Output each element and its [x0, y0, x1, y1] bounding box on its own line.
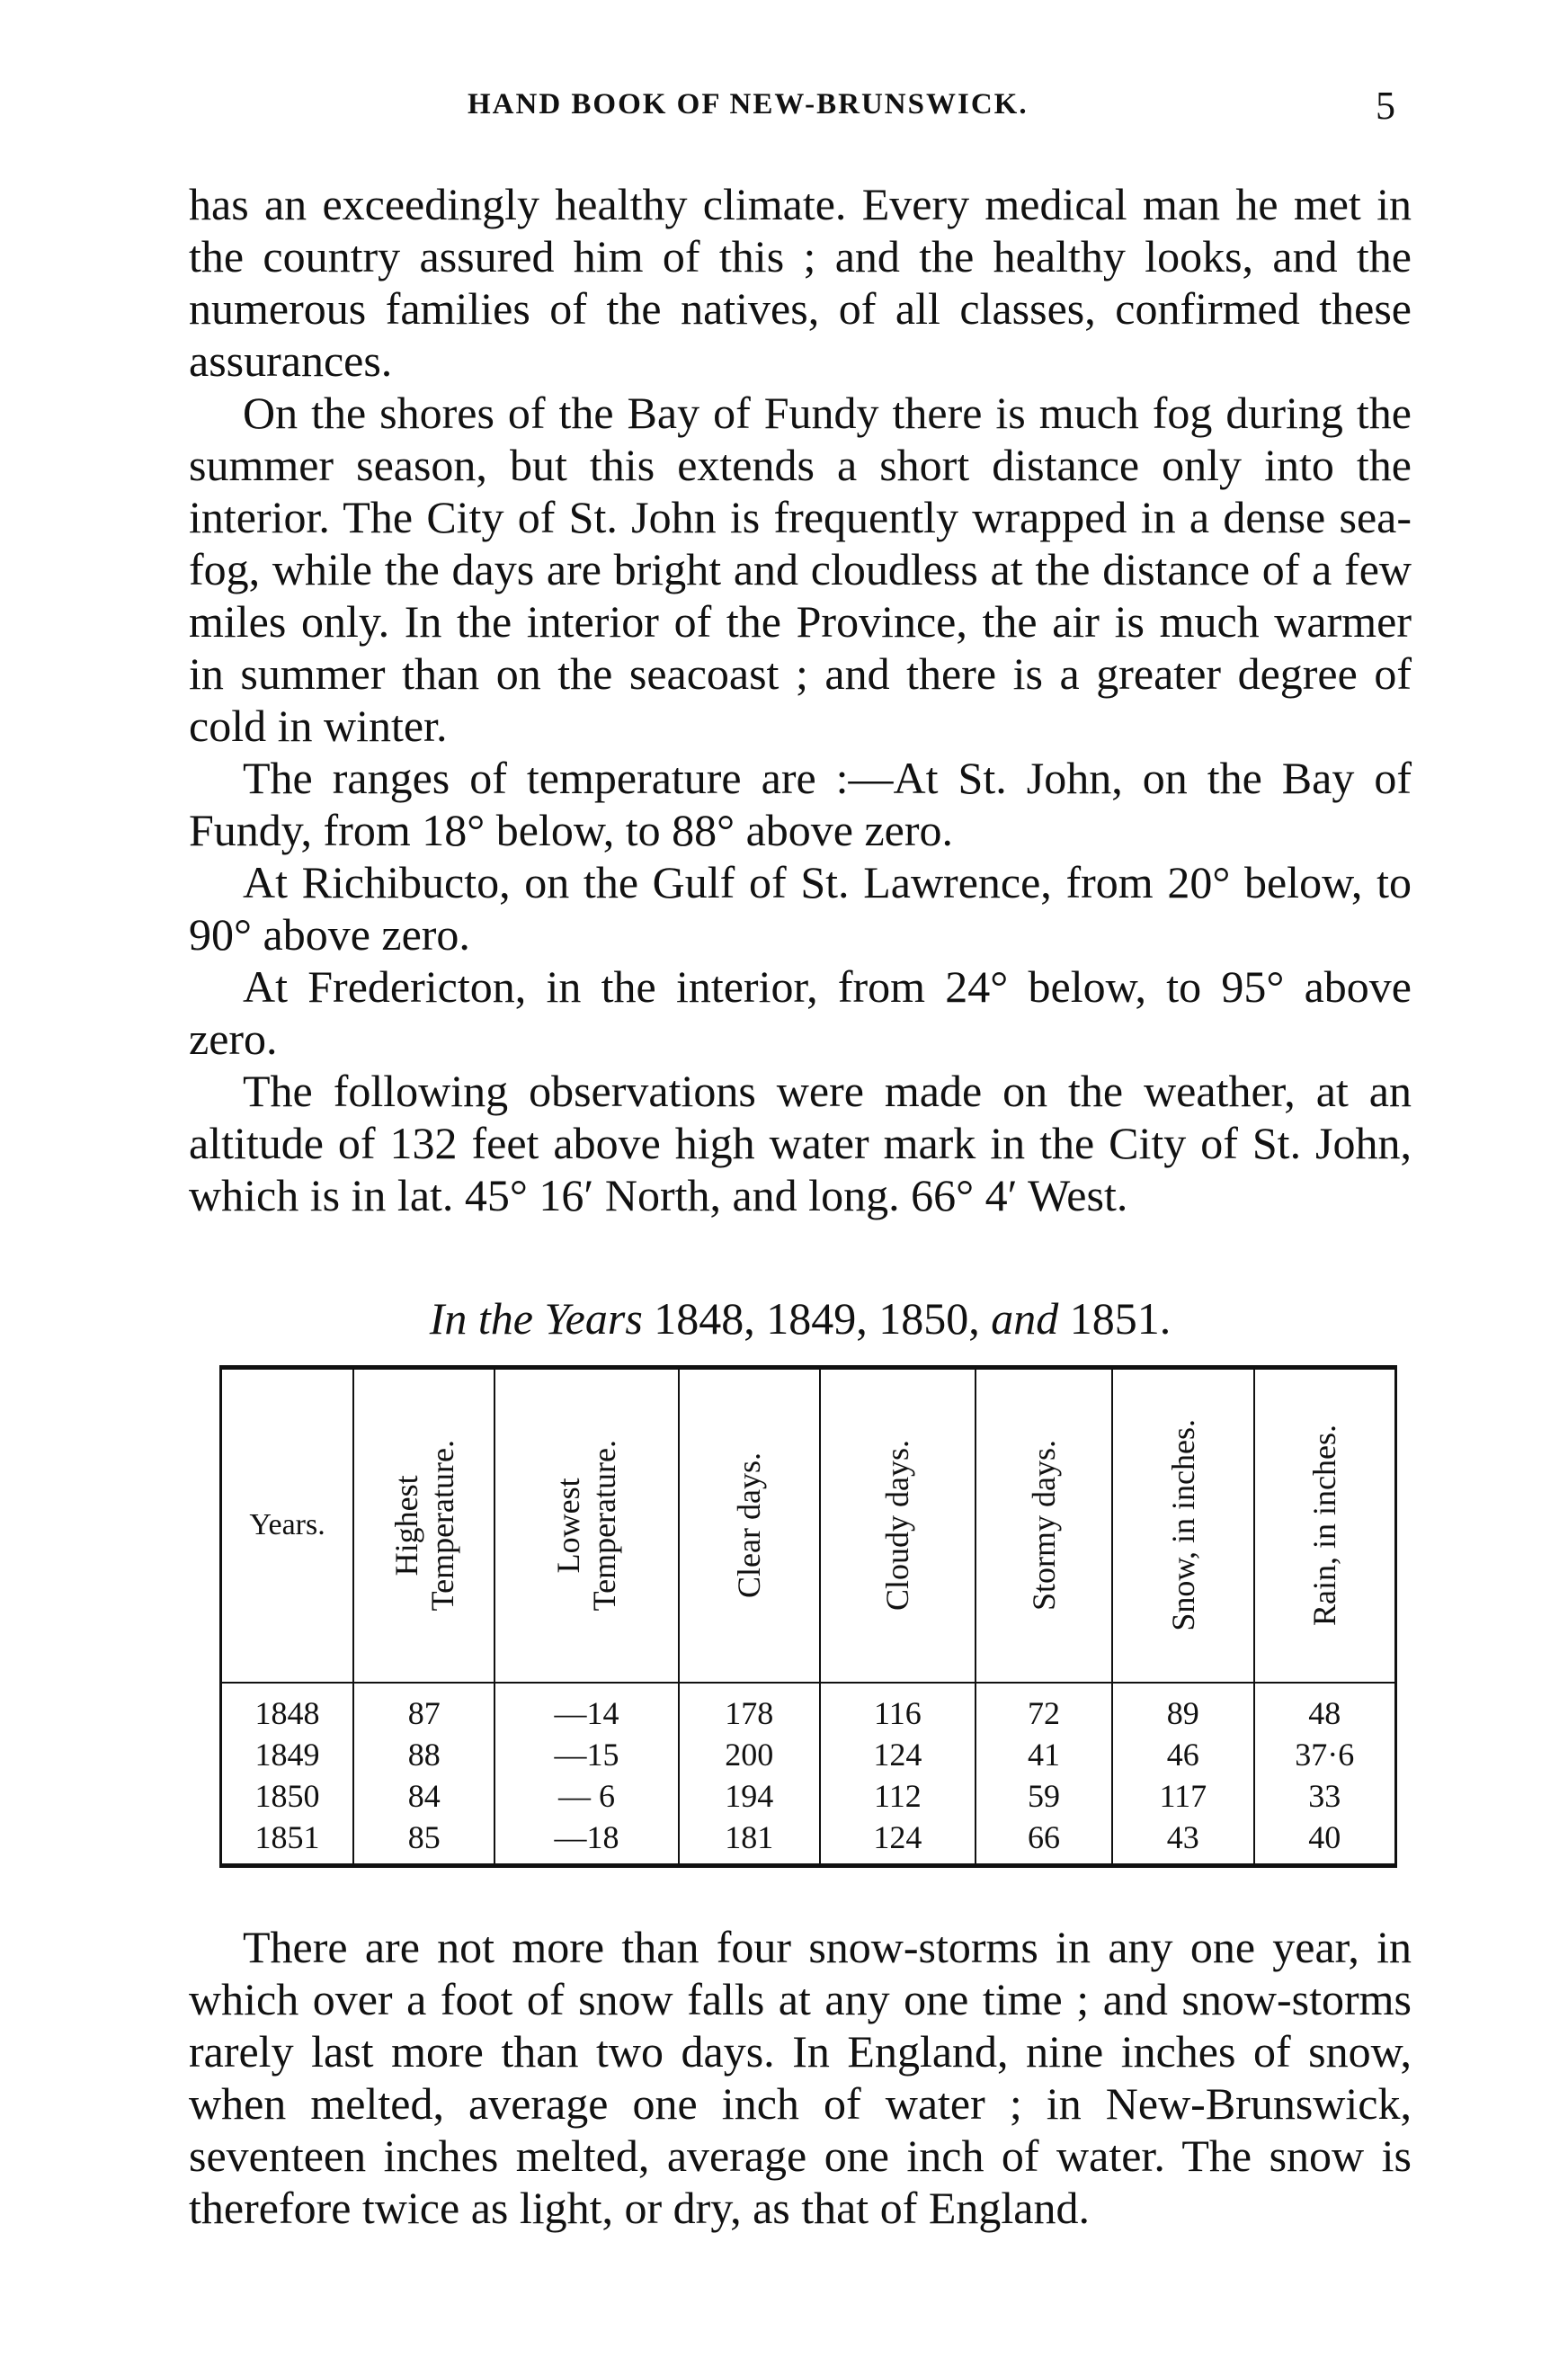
table-header-row [221, 1368, 1396, 1683]
cell-stormy: 41 [976, 1734, 1112, 1775]
header-snow-inches: Snow, in inches. [1112, 1368, 1253, 1683]
table-row [221, 1683, 1396, 1734]
paragraph-richibucto: At Richibucto, on the Gulf of St. Lawrence, from 20° below, to 90° above zero. [189, 857, 1412, 960]
cell-snow: 43 [1112, 1817, 1253, 1866]
cell-lowest: — 6 [494, 1775, 678, 1817]
cell-clear: 194 [679, 1775, 820, 1817]
cell-snow: 46 [1112, 1734, 1253, 1775]
cell-highest: 87 [353, 1683, 494, 1734]
cell-cloudy: 124 [820, 1734, 976, 1775]
cell-stormy: 72 [976, 1683, 1112, 1734]
header-cloudy-days: Cloudy days. [820, 1368, 976, 1683]
header-highest-temperature: Highest Temperature. [353, 1368, 494, 1683]
weather-table [219, 1365, 1397, 1868]
header-rain-inches: Rain, in inches. [1254, 1368, 1396, 1683]
body-text-upper [189, 178, 1412, 1221]
cell-rain: 48 [1254, 1683, 1396, 1734]
table-row [221, 1817, 1396, 1866]
cell-year: 1850 [221, 1775, 354, 1817]
caption-and: and [991, 1293, 1059, 1344]
header-years: Years. [221, 1368, 354, 1683]
caption-lead: In the Years [429, 1293, 643, 1344]
table-row [221, 1734, 1396, 1775]
cell-lowest: —18 [494, 1817, 678, 1866]
page-number: 5 [1376, 84, 1395, 128]
cell-rain: 33 [1254, 1775, 1396, 1817]
cell-year: 1851 [221, 1817, 354, 1866]
cell-lowest: —15 [494, 1734, 678, 1775]
cell-stormy: 66 [976, 1817, 1112, 1866]
cell-cloudy: 116 [820, 1683, 976, 1734]
paragraph-fredericton: At Fredericton, in the interior, from 24° below, to 95° above zero. [189, 961, 1412, 1064]
header-lowest-temperature: Lowest Temperature. [494, 1368, 678, 1683]
cell-rain: 37·6 [1254, 1734, 1396, 1775]
cell-stormy: 59 [976, 1775, 1112, 1817]
body-text-lower [189, 1921, 1412, 2234]
cell-snow: 89 [1112, 1683, 1253, 1734]
paragraph-snow-storms: There are not more than four snow-storms in any one year, in which over a foot of snow falls at any one time ; and snow-storms rarely last more than two days. In England, nine inches of snow, when melted, average one inch of water ; in New-Brunswick, seventeen inches melted, average one inch of water. The snow is therefore twice as light, or dry, as that of England. [189, 1922, 1412, 2233]
running-head: HAND BOOK OF NEW-BRUNSWICK. [468, 88, 1029, 121]
caption-years: 1848, 1849, 1850, [654, 1293, 980, 1344]
cell-year: 1849 [221, 1734, 354, 1775]
cell-highest: 85 [353, 1817, 494, 1866]
cell-clear: 178 [679, 1683, 820, 1734]
cell-year: 1848 [221, 1683, 354, 1734]
paragraph-fog: On the shores of the Bay of Fundy there is much fog during the summer season, but this extends a short distance only into the interior. The City of St. John is frequently wrapped in a dense sea-fog, while the days are bright and cloudless at the distance of a few miles only. In the interior of the Province, the air is much warmer in summer than on the seacoast ; and there is a greater degree of cold in winter. [189, 388, 1412, 751]
paragraph-observations: The following observations were made on the weather, at an altitude of 132 feet above high water mark in the City of St. John, which is in lat. 45° 16′ North, and long. 66° 4′ West. [189, 1066, 1412, 1220]
cell-clear: 200 [679, 1734, 820, 1775]
cell-snow: 117 [1112, 1775, 1253, 1817]
cell-rain: 40 [1254, 1817, 1396, 1866]
table-caption [189, 1292, 1412, 1344]
paragraph-temperature-ranges: The ranges of temperature are :—At St. John, on the Bay of Fundy, from 18° below, to 88° above zero. [189, 753, 1412, 855]
cell-lowest: —14 [494, 1683, 678, 1734]
paragraph-continued: has an exceedingly healthy climate. Every medical man he met in the country assured him of this ; and the healthy looks, and the numerous families of the natives, of all classes, confirmed these assurances. [189, 179, 1412, 386]
cell-highest: 88 [353, 1734, 494, 1775]
cell-highest: 84 [353, 1775, 494, 1817]
caption-last-year: 1851. [1069, 1293, 1172, 1344]
cell-cloudy: 112 [820, 1775, 976, 1817]
header-clear-days: Clear days. [679, 1368, 820, 1683]
cell-cloudy: 124 [820, 1817, 976, 1866]
table-row [221, 1775, 1396, 1817]
header-stormy-days: Stormy days. [976, 1368, 1112, 1683]
cell-clear: 181 [679, 1817, 820, 1866]
